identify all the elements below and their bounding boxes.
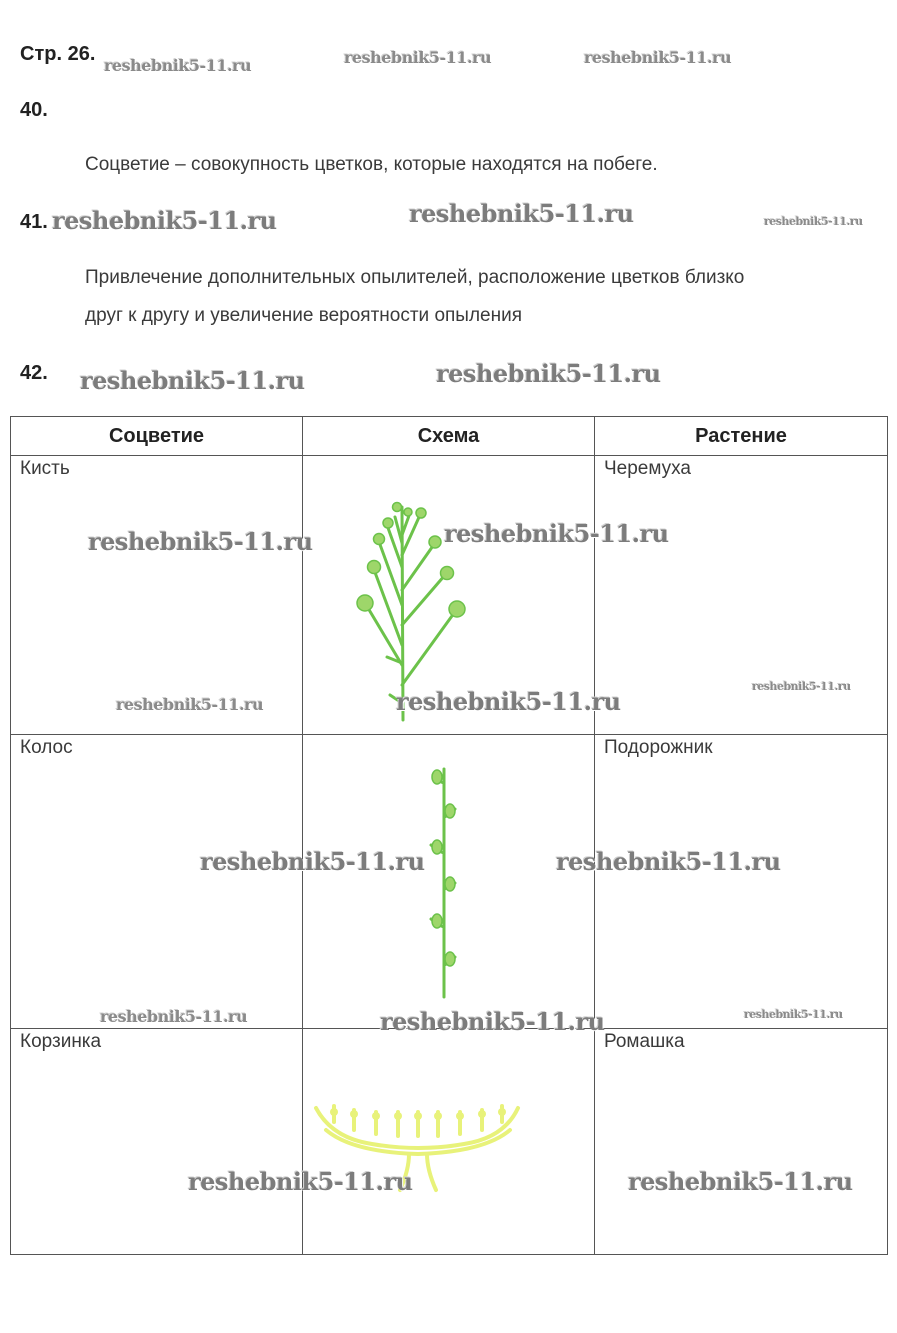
task-41-number: 41. — [20, 211, 48, 233]
spike-scheme-icon — [415, 765, 470, 1000]
plant-name: Черемуха — [604, 458, 691, 479]
watermark: reshebnik5-11.ru — [188, 1167, 413, 1196]
watermark: reshebnik5-11.ru — [380, 1007, 605, 1036]
task-40-number: 40. — [20, 99, 48, 121]
plant-name: Подорожник — [604, 737, 713, 758]
watermark: reshebnik5-11.ru — [764, 215, 863, 228]
watermark: reshebnik5-11.ru — [744, 1008, 843, 1021]
plant-name: Ромашка — [604, 1031, 685, 1052]
watermark: reshebnik5-11.ru — [628, 1167, 853, 1196]
table-header-row — [11, 417, 888, 456]
watermark: reshebnik5-11.ru — [116, 695, 264, 714]
watermark: reshebnik5-11.ru — [52, 206, 277, 235]
watermark: reshebnik5-11.ru — [104, 56, 252, 75]
inflorescence-name: Корзинка — [20, 1031, 102, 1052]
watermark: reshebnik5-11.ru — [344, 48, 492, 67]
header-inflorescence: Соцветие — [11, 417, 303, 456]
task-41-answer-line-1: Привлечение дополнительных опылителей, расположение цветков близко — [85, 267, 745, 288]
watermark: reshebnik5-11.ru — [396, 687, 621, 716]
watermark: reshebnik5-11.ru — [88, 527, 313, 556]
header-plant: Растение — [595, 417, 888, 456]
task-41-answer-line-2: друг к другу и увеличение вероятности опыления — [85, 305, 522, 326]
watermark: reshebnik5-11.ru — [409, 199, 634, 228]
watermark: reshebnik5-11.ru — [100, 1007, 248, 1026]
inflorescence-name: Колос — [20, 737, 73, 758]
header-scheme: Схема — [303, 417, 595, 456]
watermark: reshebnik5-11.ru — [80, 366, 305, 395]
watermark: reshebnik5-11.ru — [200, 847, 425, 876]
task-42-number: 42. — [20, 362, 48, 384]
watermark: reshebnik5-11.ru — [556, 847, 781, 876]
watermark: reshebnik5-11.ru — [444, 519, 669, 548]
watermark: reshebnik5-11.ru — [584, 48, 732, 67]
watermark: reshebnik5-11.ru — [752, 680, 851, 693]
watermark: reshebnik5-11.ru — [436, 359, 661, 388]
inflorescence-name: Кисть — [20, 458, 70, 479]
task-40-answer: Соцветие – совокупность цветков, которые находятся на побеге. — [85, 154, 658, 175]
page-heading: Стр. 26. — [20, 43, 96, 65]
